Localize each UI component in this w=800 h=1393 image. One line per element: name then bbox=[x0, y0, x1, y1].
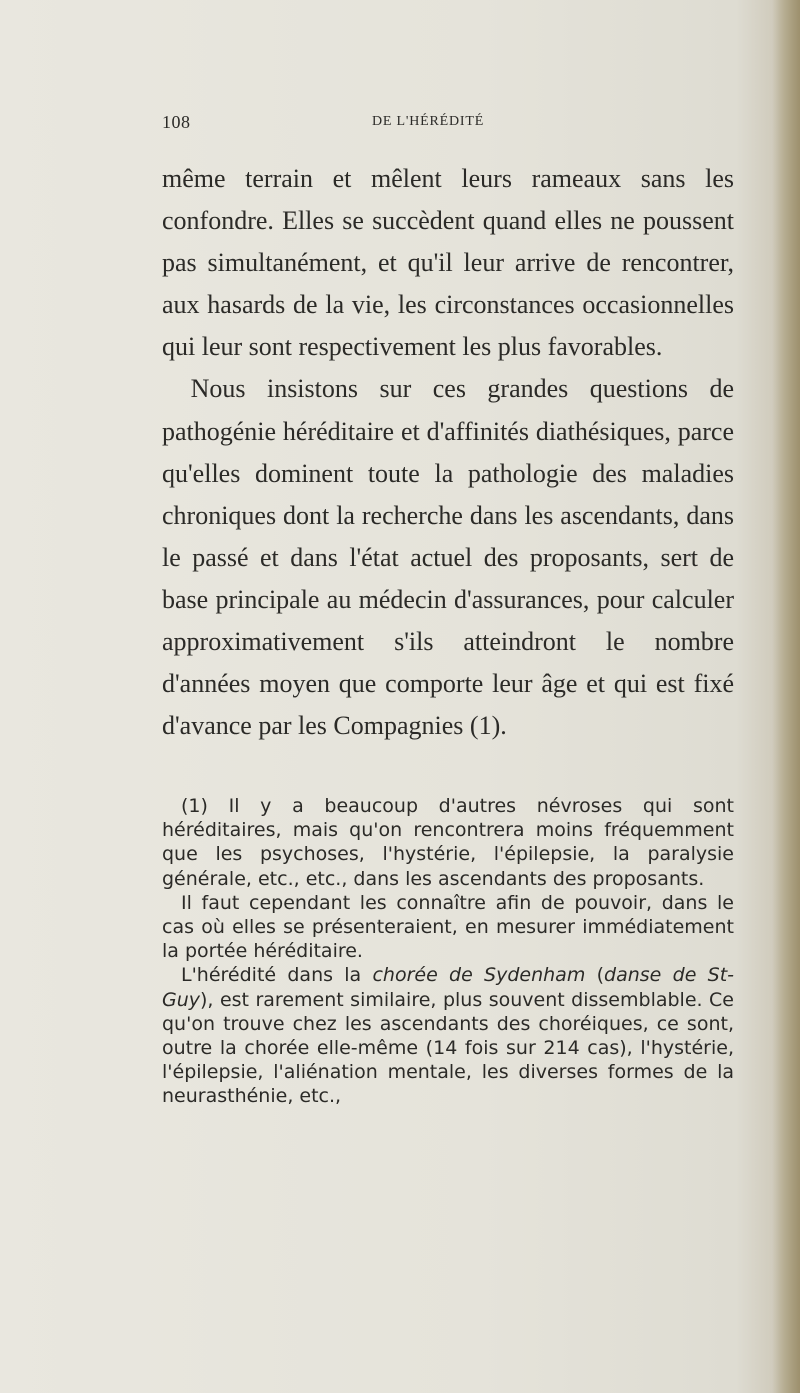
running-head: DE L'HÉRÉDITÉ bbox=[372, 114, 485, 129]
paragraph: même terrain et mêlent leurs rameaux sans les confondre. Elles se succèdent quand elles ne poussent pas simultanément, et qu'il leur arrive de rencontrer, aux hasards de la vie, les circonstances occasionnelles qui leur sont respectivement les plus favorables. bbox=[162, 164, 734, 362]
page-number: 108 bbox=[162, 112, 191, 132]
footnotes bbox=[162, 794, 734, 1109]
footnote-italic-term: chorée de Sydenham bbox=[372, 964, 586, 987]
footnote-paragraph: (1) Il y a beaucoup d'autres névroses qui sont héréditaires, mais qu'on rencontrera moins fréquemment que les psychoses, l'hystérie, l'épilepsie, la paralysie générale, etc., etc., dans les ascendants des proposants. bbox=[162, 795, 734, 890]
footnote-text: L'hérédité dans la bbox=[181, 964, 373, 987]
footnote-text: ( bbox=[585, 964, 605, 987]
footnote-italic-term: danse de St-Guy bbox=[162, 964, 735, 1011]
footnote-text: ), est rarement similaire, plus souvent dissemblable. Ce qu'on trouve chez les ascendants des choréiques, ce sont, outre la chorée elle-même (14 fois sur 214 cas), l'hystérie, l'épilepsie, l'aliénation mentale, les diverses formes de la neurasthénie, etc., bbox=[162, 988, 734, 1108]
footnote-paragraph bbox=[162, 963, 734, 1108]
page-header bbox=[162, 112, 734, 140]
main-text bbox=[162, 158, 734, 747]
page-edge-shadow bbox=[772, 0, 800, 1393]
footnote-paragraph: Il faut cependant les connaître afin de pouvoir, dans le cas où elles se présenteraient, en mesurer immédiatement la portée héréditaire. bbox=[162, 891, 734, 963]
paragraph: Nous insistons sur ces grandes questions de pathogénie héréditaire et d'affinités diathésiques, parce qu'elles dominent toute la pathologie des maladies chroniques dont la recherche dans les ascendants, dans le passé et dans l'état actuel des proposants, sert de base principale au médecin d'assurances, pour calculer approximativement s'ils atteindront le nombre d'années moyen que comporte leur âge et qui est fixé d'avance par les Compagnies (1). bbox=[162, 374, 734, 741]
